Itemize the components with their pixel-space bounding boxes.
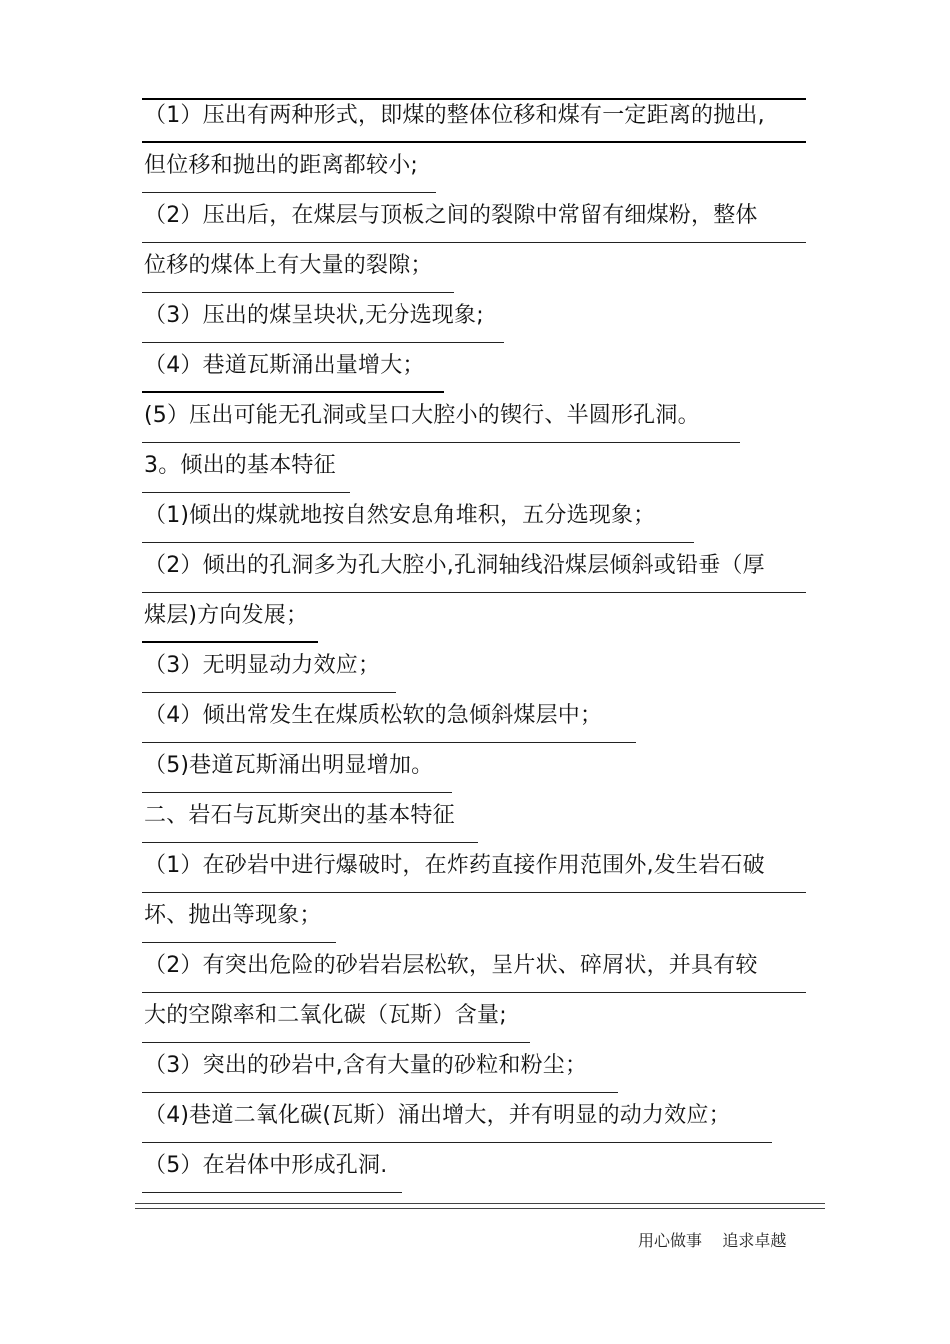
- line-text: （5）在岩体中形成孔洞.: [144, 1153, 388, 1178]
- text-line: [142, 443, 822, 493]
- text-line: [142, 993, 822, 1043]
- text-line: [142, 843, 822, 893]
- text-line: [142, 593, 822, 643]
- text-line: [142, 543, 822, 593]
- line-text: （2）倾出的孔洞多为孔大腔小,孔洞轴线沿煤层倾斜或铅垂（厚: [144, 553, 765, 578]
- text-line: [142, 493, 822, 543]
- line-text: （1）压出有两种形式，即煤的整体位移和煤有一定距离的抛出,: [144, 103, 765, 128]
- line-text: 3。倾出的基本特征: [144, 453, 336, 478]
- text-line: [142, 193, 822, 243]
- line-text: 大的空隙率和二氧化碳（瓦斯）含量;: [144, 1003, 507, 1028]
- line-text: （4)巷道二氧化碳(瓦斯）涌出增大，并有明显的动力效应；: [144, 1103, 731, 1128]
- text-line: [142, 143, 822, 193]
- text-line: [142, 943, 822, 993]
- line-text: 二、岩石与瓦斯突出的基本特征: [144, 803, 455, 828]
- line-text: （5)巷道瓦斯涌出明显增加。: [144, 753, 434, 778]
- text-line: [142, 293, 822, 343]
- line-text: （3）突出的砂岩中,含有大量的砂粒和粉尘；: [144, 1053, 588, 1078]
- text-line: [142, 693, 822, 743]
- text-line: [142, 243, 822, 293]
- text-line: [142, 893, 822, 943]
- text-line: [142, 1143, 822, 1193]
- line-text: （3）压出的煤呈块状,无分选现象;: [144, 303, 484, 328]
- footer-slogan: 用心做事 追求卓越: [638, 1231, 787, 1250]
- footer-rule: [135, 1203, 825, 1204]
- line-text: （2）压出后，在煤层与顶板之间的裂隙中常留有细煤粉，整体: [144, 203, 758, 228]
- line-text: （3）无明显动力效应；: [144, 653, 381, 678]
- text-line: [142, 1093, 822, 1143]
- line-text: 位移的煤体上有大量的裂隙；: [144, 253, 433, 278]
- line-text: (5）压出可能无孔洞或呈口大腔小的锲行、半圆形孔洞。: [144, 403, 700, 428]
- text-line: [142, 393, 822, 443]
- document-body: [142, 93, 822, 1193]
- text-line: [142, 343, 822, 393]
- text-line: [142, 643, 822, 693]
- text-line: [142, 793, 822, 843]
- line-text: （4）巷道瓦斯涌出量增大；: [144, 353, 425, 378]
- underline: [142, 1192, 402, 1193]
- line-text: （1）在砂岩中进行爆破时，在炸药直接作用范围外,发生岩石破: [144, 853, 765, 878]
- line-text: 煤层)方向发展；: [144, 603, 309, 628]
- line-text: （4）倾出常发生在煤质松软的急倾斜煤层中；: [144, 703, 603, 728]
- line-text: （2）有突出危险的砂岩岩层松软，呈片状、碎屑状，并具有较: [144, 953, 758, 978]
- line-text: 但位移和抛出的距离都较小;: [144, 153, 419, 178]
- footer-rule: [135, 1208, 825, 1209]
- text-line: [142, 743, 822, 793]
- line-text: （1)倾出的煤就地按自然安息角堆积，五分选现象；: [144, 503, 656, 528]
- text-line: [142, 93, 822, 143]
- text-line: [142, 1043, 822, 1093]
- line-text: 坏、抛出等现象；: [144, 903, 322, 928]
